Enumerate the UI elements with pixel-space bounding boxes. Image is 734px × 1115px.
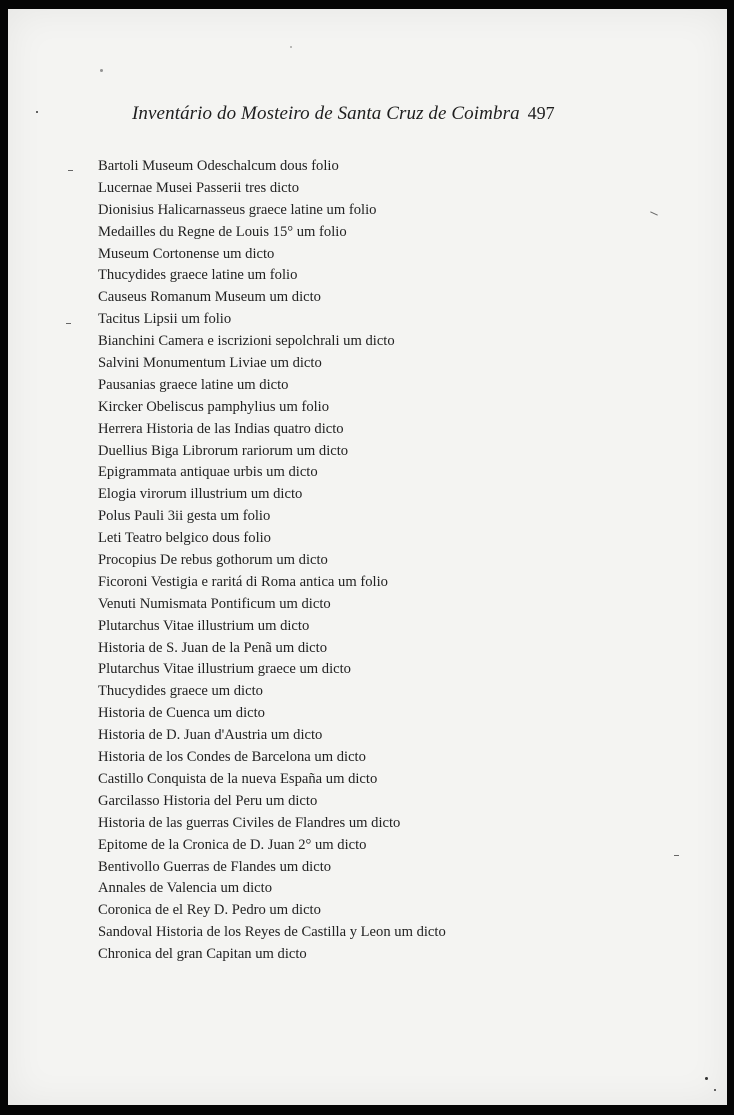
page-title: Inventário do Mosteiro de Santa Cruz de Coimbra	[132, 103, 520, 124]
inventory-entry: Historia de S. Juan de la Penã um dicto	[98, 639, 327, 656]
running-header	[132, 103, 582, 125]
inventory-entry: Epigrammata antiquae urbis um dicto	[98, 464, 318, 481]
scan-mark	[68, 170, 73, 171]
scan-speck	[100, 69, 103, 72]
inventory-entry: Sandoval Historia de los Reyes de Castilla y Leon um dicto	[98, 924, 446, 941]
inventory-entry: Historia de D. Juan d'Austria um dicto	[98, 727, 323, 744]
inventory-entry: Museum Cortonense um dicto	[98, 245, 275, 262]
inventory-list	[98, 156, 446, 966]
inventory-entry: Epitome de la Cronica de D. Juan 2° um dicto	[98, 836, 367, 853]
inventory-entry: Bianchini Camera e iscrizioni sepolchrali um dicto	[98, 333, 395, 350]
scan-mark	[66, 323, 71, 324]
inventory-entry: Castillo Conquista de la nueva España um dicto	[98, 770, 378, 787]
inventory-entry: Thucydides graece um dicto	[98, 683, 263, 700]
inventory-entry: Kircker Obeliscus pamphylius um folio	[98, 398, 330, 415]
inventory-entry: Lucernae Musei Passerii tres dicto	[98, 179, 300, 196]
inventory-entry: Salvini Monumentum Liviae um dicto	[98, 355, 322, 372]
inventory-entry: Plutarchus Vitae illustrium um dicto	[98, 617, 310, 634]
scan-mark	[650, 211, 658, 215]
page-number: 497	[527, 103, 555, 123]
book-page	[8, 9, 727, 1105]
inventory-entry: Ficoroni Vestigia e raritá di Roma antica um folio	[98, 573, 388, 590]
inventory-entry: Thucydides graece latine um folio	[98, 267, 298, 284]
inventory-entry: Herrera Historia de las Indias quatro dicto	[98, 420, 344, 437]
inventory-entry: Venuti Numismata Pontificum um dicto	[98, 595, 331, 612]
inventory-entry: Medailles du Regne de Louis 15° um folio	[98, 223, 347, 240]
inventory-entry: Coronica de el Rey D. Pedro um dicto	[98, 902, 321, 919]
inventory-entry: Dionisius Halicarnasseus graece latine um folio	[98, 201, 377, 218]
inventory-entry: Annales de Valencia um dicto	[98, 880, 272, 897]
scan-speck	[714, 1089, 716, 1091]
inventory-entry: Plutarchus Vitae illustrium graece um dicto	[98, 661, 351, 678]
inventory-entry: Causeus Romanum Museum um dicto	[98, 289, 321, 306]
scan-speck	[290, 46, 292, 48]
inventory-entry: Historia de Cuenca um dicto	[98, 705, 265, 722]
inventory-entry: Procopius De rebus gothorum um dicto	[98, 552, 328, 569]
inventory-entry: Bentivollo Guerras de Flandes um dicto	[98, 858, 332, 875]
inventory-entry: Historia de los Condes de Barcelona um dicto	[98, 749, 366, 766]
inventory-entry: Chronica del gran Capitan um dicto	[98, 946, 307, 963]
inventory-entry: Historia de las guerras Civiles de Flandres um dicto	[98, 814, 401, 831]
inventory-entry: Garcilasso Historia del Peru um dicto	[98, 792, 318, 809]
inventory-entry: Elogia virorum illustrium um dicto	[98, 486, 303, 503]
inventory-entry: Tacitus Lipsii um folio	[98, 311, 232, 328]
scan-speck	[705, 1077, 708, 1080]
inventory-entry: Bartoli Museum Odeschalcum dous folio	[98, 158, 339, 174]
inventory-entry: Pausanias graece latine um dicto	[98, 376, 289, 393]
scan-mark	[674, 855, 679, 856]
inventory-entry: Polus Pauli 3ii gesta um folio	[98, 508, 271, 525]
inventory-entry: Duellius Biga Librorum rariorum um dicto	[98, 442, 349, 459]
scan-speck	[36, 111, 38, 113]
inventory-entry: Leti Teatro belgico dous folio	[98, 530, 271, 547]
